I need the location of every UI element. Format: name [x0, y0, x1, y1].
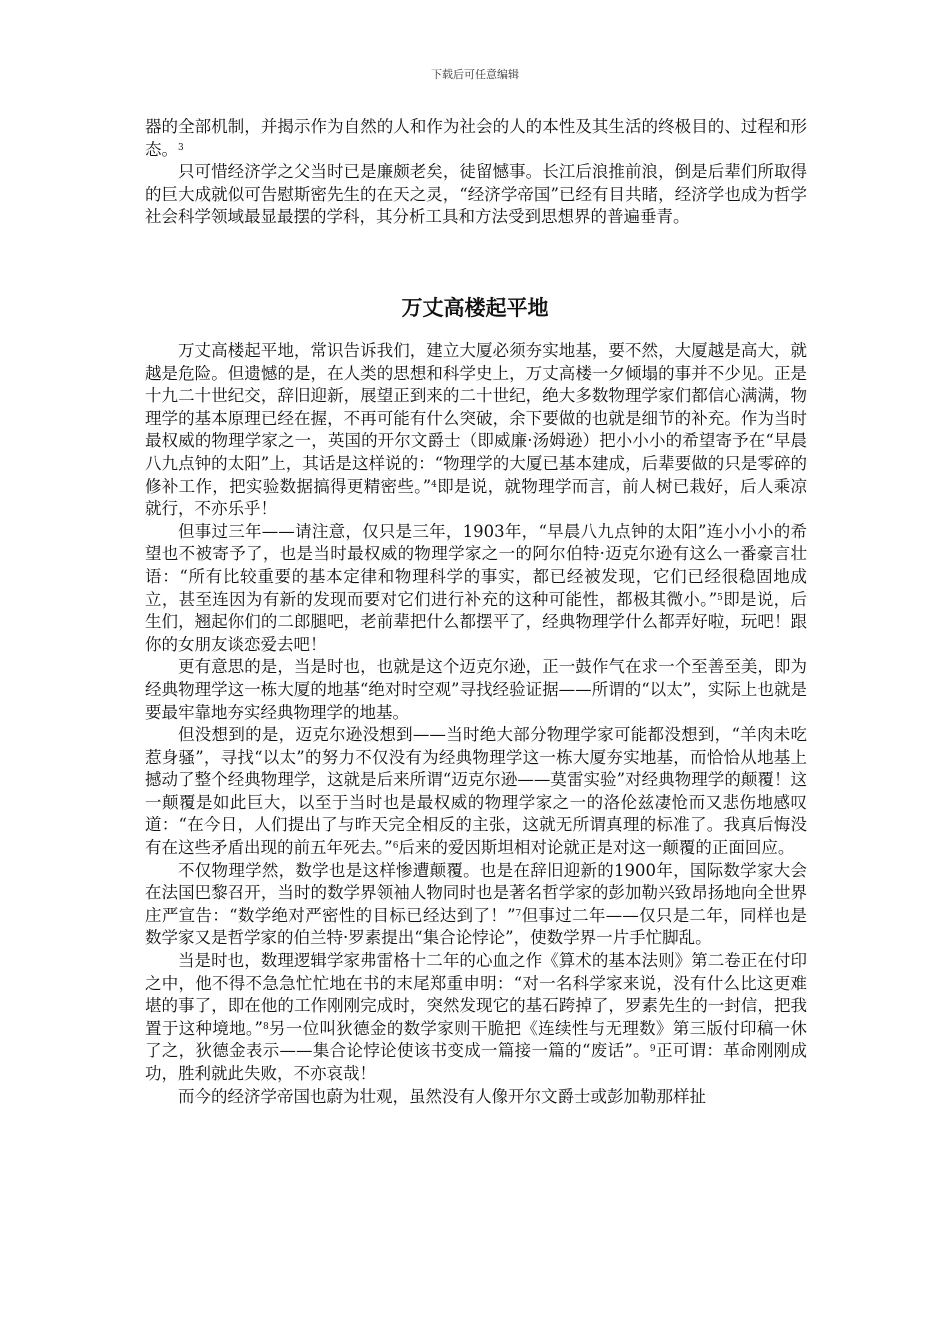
paragraph-text: 正可谓：革命刚刚成功，胜利就此失败，不亦哀哉！ — [145, 1041, 808, 1083]
paragraph — [145, 724, 807, 860]
paragraph-text: 但事过二年——仅只是二年，同样也是数学家又是哲学家的伯兰特·罗素提出“集合论悖论”，使数学界一片手忙脚乱。 — [145, 905, 807, 948]
paragraph-text: 只可惜经济学之父当时已是廉颇老矣，徒留憾事。长江后浪推前浪，倒是后辈们所取得的巨大成就似可告慰斯密先生的在天之灵，“经济学帝国”已经有目共睹，经济学也成为哲学社会科学领域最显最摆的学科，其分析工具和方法受到思想界的普遍垂青。 — [145, 162, 807, 227]
paragraph-text: 器的全部机制，并揭示作为自然的人和作为社会的人的本性及其生活的终极目的、过程和形态。 — [145, 117, 807, 159]
footnote-marker: 5 — [717, 592, 723, 603]
paragraph — [145, 161, 807, 229]
page-header: 下载后可任意编辑 — [431, 68, 519, 81]
footnote-marker: 6 — [392, 841, 399, 852]
footnote-marker: 3 — [178, 142, 184, 153]
footnote-marker: 7 — [515, 908, 522, 919]
paragraph-text: 但事过三年——请注意，仅只是三年，1903年，“早晨八九点钟的太阳”连小小小的希望也不被寄予了，也是当时最权威的物理学家之一的阿尔伯特·迈克尔逊有这么一番豪言壮语：“所有比较重要的基本定律和物理科学的事实，都已经被发现，它们已经很稳固地成立，甚至连因为有新的发现而要对它们进行补充的这种可能性，都极其微小。” — [145, 521, 807, 609]
section-body — [145, 340, 807, 1108]
paragraph-text: 另一位叫狄德金的数学家则干脆把《连续性与无理数》第三版付印稿一休了之，狄德金表示——集合论悖论使该书变成一篇接一篇的“废话”。 — [145, 1018, 808, 1061]
footnote-marker: 4 — [431, 479, 437, 490]
section-title: 万丈高楼起平地 — [401, 296, 549, 320]
paragraph — [145, 521, 807, 657]
footnote-marker: 9 — [649, 1044, 656, 1055]
paragraph — [145, 656, 807, 724]
paragraph — [145, 340, 807, 521]
paragraph-text: 后来的爱因斯坦相对论就正是对这一颠覆的正面回应。 — [398, 838, 795, 858]
paragraph-text: 更有意思的是，当是时也，也就是这个迈克尔逊，正一鼓作气在求一个至善至美，即为经典物理学这一栋大厦的地基“绝对时空观”寻找经验证据——所谓的“以太”，实际上也就是要最牢靠地夯实经典物理学的地基。 — [145, 657, 807, 722]
paragraph — [145, 860, 807, 950]
footnote-marker: 8 — [262, 1021, 269, 1032]
paragraph-text: 不仅物理学然，数学也是这样惨遭颠覆。也是在辞旧迎新的1900年，国际数学家大会在法国巴黎召开，当时的数学界领袖人物同时也是著名哲学家的彭加勒兴致昂扬地向全世界庄严宣告：“数学绝对严密性的目标已经达到了！” — [145, 860, 807, 925]
paragraph-text: 而今的经济学帝国也蔚为壮观，虽然没有人像开尔文爵士或彭加勒那样扯 — [178, 1086, 706, 1106]
paragraph-text: 万丈高楼起平地，常识告诉我们，建立大厦必须夯实地基，要不然，大厦越是高大，就越是危险。但遗憾的是，在人类的思想和科学史上，万丈高楼一夕倾塌的事并不少见。正是十九二十世纪交，辞旧迎新，展望正到来的二十世纪，绝大多数物理学家们都信心满满，物理学的基本原理已经在握，不再可能有什么突破，余下要做的也就是细节的补充。作为当时最权威的物理学家之一，英国的开尔文爵士（即威廉·汤姆逊）把小小小的希望寄予在“早晨八九点钟的太阳”上，其话是这样说的：“物理学的大厦已基本建成，后辈要做的只是零碎的修补工作，把实验数据搞得更精密些。” — [145, 341, 807, 496]
paragraph — [145, 116, 807, 161]
paragraph — [145, 950, 807, 1086]
paragraph — [145, 1086, 807, 1109]
paragraph-text: 即是说，就物理学而言，前人树已栽好，后人乘凉就行，不亦乐乎！ — [145, 476, 808, 519]
paragraph-text: 但没想到的是，迈克尔逊没想到——当时绝大部分物理学家可能都没想到，“羊肉未吃惹身骚”，寻找“以太”的努力不仅没有为经典物理学这一栋大厦夯实地基，而恰恰从地基上撼动了整个经典物理学，这就是后来所谓“迈克尔逊——莫雷实验”对经典物理学的颠覆！这一颠覆是如此巨大，以至于当时也是最权威的物理学家之一的洛伦兹凄怆而又悲伤地感叹道：“在今日，人们提出了与昨天完全相反的主张，这就无所谓真理的标准了。我真后悔没有在这些矛盾出现的前五年死去。” — [145, 725, 807, 858]
paragraph-text: 当是时也，数理逻辑学家弗雷格十二年的心血之作《算术的基本法则》第二卷正在付印之中，他不得不急急忙忙地在书的末尾郑重申明：“对一名科学家来说，没有什么比这更难堪的事了，即在他的工作刚刚完成时，突然发现它的基石跨掉了，罗素先生的一封信，把我置于这种境地。” — [145, 951, 807, 1038]
section-intro — [145, 116, 807, 229]
paragraph-text: 即是说，后生们，翘起你们的二郎腿吧，老前辈把什么都摆平了，经典物理学什么都弄好啦，玩吧！跟你的女朋友谈恋爱去吧！ — [145, 589, 808, 654]
